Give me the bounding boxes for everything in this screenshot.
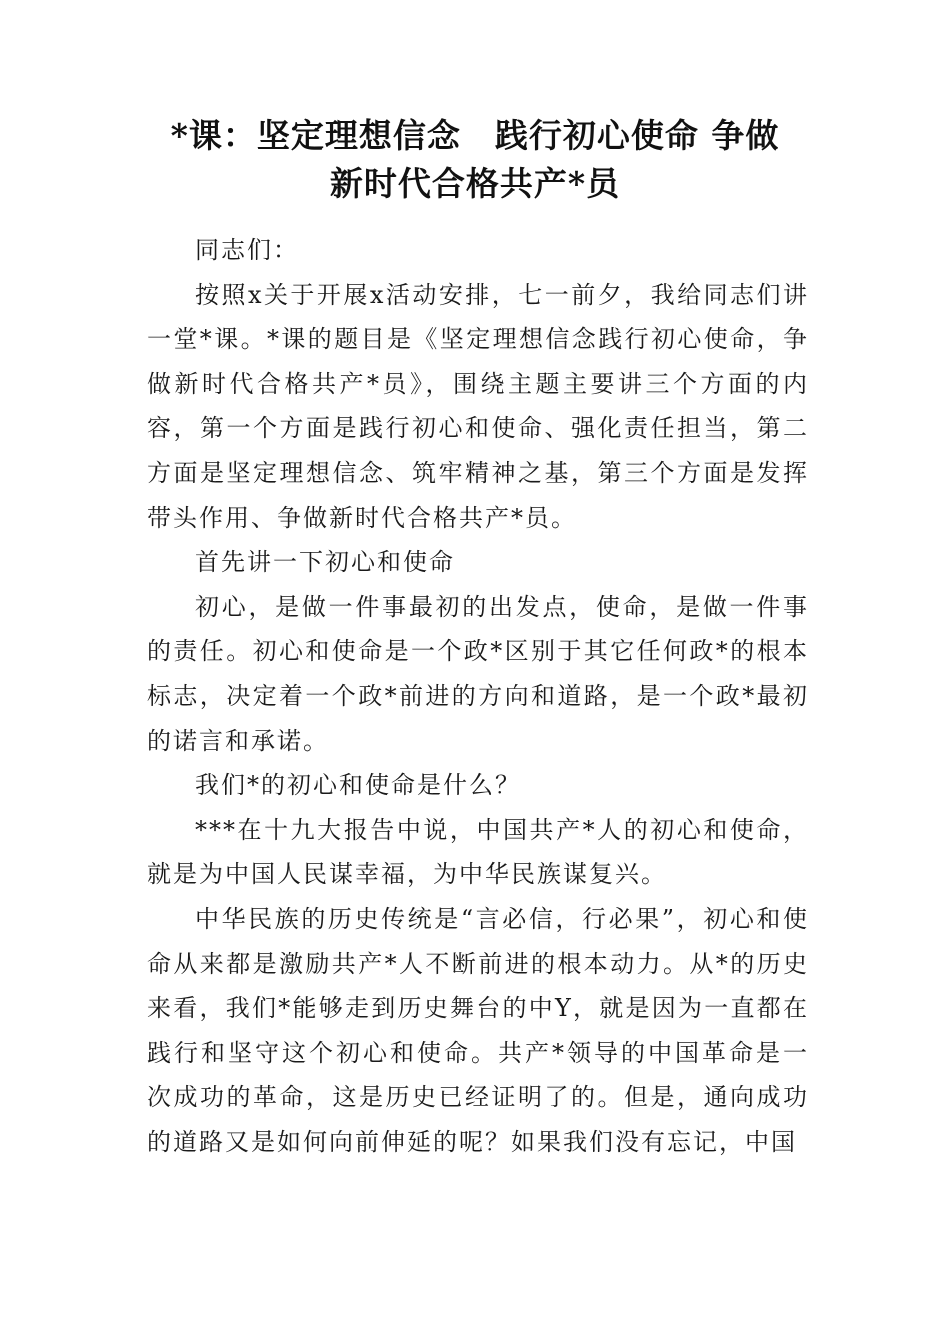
document-body bbox=[147, 228, 809, 1164]
paragraph-quote: ***在十九大报告中说，中国共产*人的初心和使命，就是为中国人民谋幸福，为中华民族谋复兴。 bbox=[147, 815, 809, 889]
section-heading: 首先讲一下初心和使命 bbox=[195, 548, 455, 577]
paragraph-question: 我们*的初心和使命是什么？ bbox=[195, 771, 521, 800]
title-line-1: *课：坚定理想信念 践行初心使命 争做 bbox=[170, 116, 780, 155]
paragraph-history: 中华民族的历史传统是“言必信，行必果”，初心和使命从来都是激励共产*人不断前进的根本动力。从*的历史来看，我们*能够走到历史舞台的中Y，就是因为一直都在践行和坚守这个初心和使命。共产*领导的中国革命是一次成功的革命，这是历史已经证明了的。但是，通向成功的道路又是如何向前伸延的呢？如果我们没有忘记，中国 bbox=[147, 904, 809, 1156]
title-line-2: 新时代合格共产*员 bbox=[329, 164, 621, 203]
paragraph-salutation: 同志们： bbox=[195, 236, 299, 264]
paragraph-definition: 初心，是做一件事最初的出发点，使命，是做一件事的责任。初心和使命是一个政*区别于其它任何政*的根本标志，决定着一个政*前进的方向和道路，是一个政*最初的诺言和承诺。 bbox=[147, 592, 809, 755]
paragraph-intro: 按照x关于开展x活动安排，七一前夕，我给同志们讲一堂*课。*课的题目是《坚定理想信念践行初心使命，争做新时代合格共产*员》，围绕主题主要讲三个方面的内容，第一个方面是践行初心和使命、强化责任担当，第二方面是坚定理想信念、筑牢精神之基，第三个方面是发挥带头作用、争做新时代合格共产*员。 bbox=[147, 280, 809, 532]
document-title bbox=[130, 112, 820, 208]
